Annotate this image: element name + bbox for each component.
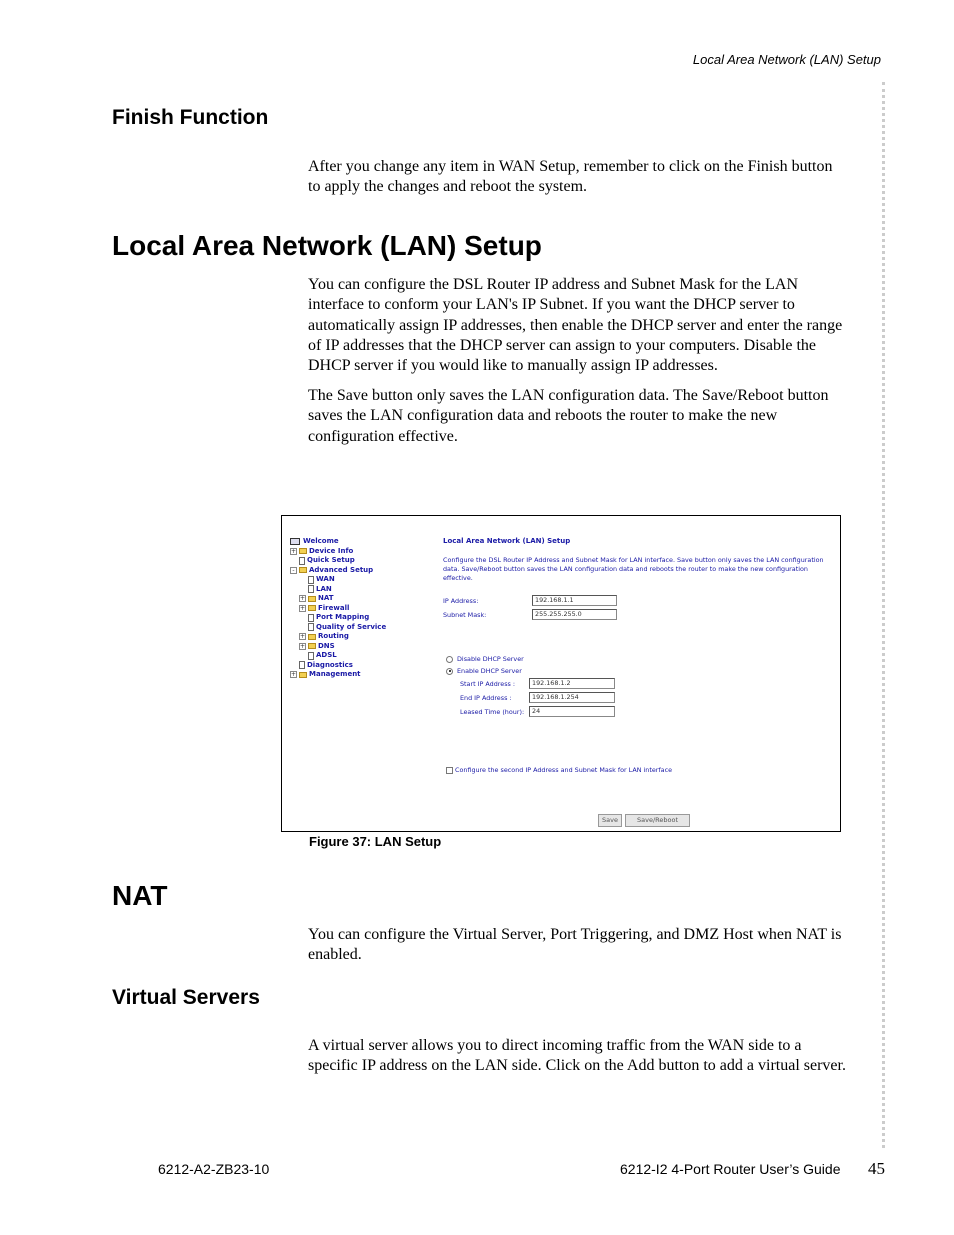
expand-icon[interactable]: + — [300, 604, 306, 612]
second-ip-row[interactable]: Configure the second IP Address and Subnet Mask for LAN interface — [446, 766, 672, 774]
end-ip-label: End IP Address : — [460, 694, 512, 702]
folder-open-icon — [299, 567, 307, 573]
tree-item-device-info[interactable]: + Device Info — [291, 546, 354, 555]
start-ip-label: Start IP Address : — [460, 680, 516, 688]
expand-icon[interactable]: + — [291, 671, 297, 679]
finish-function-body: After you change any item in WAN Setup, remember to click on the Finish button to apply the changes and reboot the system. — [308, 158, 833, 196]
lan-setup-screenshot — [281, 515, 841, 832]
end-ip-input[interactable]: 192.168.1.254 — [529, 692, 615, 703]
subnet-mask-row — [443, 611, 486, 619]
lan-config-panel — [443, 537, 833, 774]
footer-doc-number: 6212-A2-ZB23-10 — [158, 1161, 270, 1177]
start-ip-row — [460, 680, 515, 688]
folder-icon — [308, 596, 316, 602]
tree-item-dns[interactable]: + DNS — [300, 641, 335, 650]
lan-setup-heading: Local Area Network (LAN) Setup — [112, 230, 542, 261]
lan-setup-body-2: The Save button only saves the LAN configuration data. The Save/Reboot button saves the LAN configuration data and reboots the router to make the new configuration effective. — [308, 387, 829, 445]
virtual-servers-heading: Virtual Servers — [112, 986, 260, 1009]
tree-item-advanced-setup[interactable]: - Advanced Setup — [290, 566, 430, 576]
page-number: 45 — [868, 1159, 885, 1178]
folder-icon — [308, 643, 316, 649]
page-icon — [308, 614, 314, 622]
disable-dhcp-radio[interactable] — [446, 656, 453, 663]
lease-time-label: Leased Time (hour): — [460, 708, 525, 716]
page-icon — [308, 585, 314, 593]
tree-item-welcome[interactable]: Welcome — [290, 537, 430, 547]
expand-icon[interactable]: + — [291, 547, 297, 555]
expand-icon[interactable]: + — [300, 642, 306, 650]
tree-item-adsl[interactable]: ADSL — [290, 651, 430, 661]
folder-icon — [299, 672, 307, 678]
nat-heading: NAT — [112, 880, 168, 911]
tree-item-wan[interactable]: WAN — [290, 575, 430, 585]
folder-icon — [308, 605, 316, 611]
tree-item-management[interactable]: + Management — [291, 670, 361, 679]
finish-function-heading: Finish Function — [112, 106, 269, 129]
computer-icon — [290, 538, 300, 545]
figure-caption: Figure 37: LAN Setup — [309, 834, 442, 849]
page-icon — [299, 557, 305, 565]
panel-title: Local Area Network (LAN) Setup — [443, 537, 571, 545]
page-icon — [308, 652, 314, 660]
subnet-mask-label: Subnet Mask: — [443, 611, 487, 619]
ip-address-input[interactable]: 192.168.1.1 — [532, 595, 617, 606]
start-ip-input[interactable]: 192.168.1.2 — [529, 678, 615, 689]
page-icon — [299, 661, 305, 669]
save-reboot-button[interactable]: Save/Reboot — [625, 814, 690, 827]
lan-setup-body-1: You can configure the DSL Router IP address and Subnet Mask for the LAN interface to conform your LAN's IP Subnet. If you want the DHCP server to automatically assign IP addresses, then enable the DHCP server and enter the range of IP addresses that the DHCP server can assign to your computers. Disable the DHCP server if you would like to manually assign IP addresses. — [308, 276, 843, 375]
collapse-icon[interactable]: - — [290, 567, 297, 574]
nav-tree — [290, 537, 430, 680]
margin-rule — [882, 82, 885, 1148]
tree-item-port-mapping[interactable]: Port Mapping — [290, 613, 430, 623]
folder-icon — [308, 634, 316, 640]
subnet-mask-input[interactable]: 255.255.255.0 — [532, 609, 617, 620]
tree-item-diagnostics[interactable]: Diagnostics — [290, 661, 430, 671]
save-button[interactable]: Save — [598, 814, 622, 827]
lease-time-input[interactable]: 24 — [529, 706, 615, 717]
running-header: Local Area Network (LAN) Setup — [692, 52, 881, 67]
folder-icon — [299, 548, 307, 554]
virtual-servers-body: A virtual server allows you to direct incoming traffic from the WAN side to a specific IP address on the LAN side. Click on the Add button to add a virtual server. — [308, 1037, 846, 1075]
tree-item-quick-setup[interactable]: Quick Setup — [290, 556, 430, 566]
tree-item-routing[interactable]: + Routing — [300, 632, 349, 641]
tree-item-firewall[interactable]: + Firewall — [300, 603, 350, 612]
ip-address-row — [443, 597, 478, 605]
expand-icon[interactable]: + — [300, 595, 306, 603]
footer-guide-title: 6212-I2 4-Port Router User’s Guide — [620, 1161, 841, 1177]
enable-dhcp-row[interactable]: Enable DHCP Server — [446, 667, 522, 675]
ip-address-label: IP Address: — [443, 597, 479, 605]
disable-dhcp-row[interactable]: Disable DHCP Server — [446, 655, 524, 663]
page-icon — [308, 576, 314, 584]
page-icon — [308, 623, 314, 631]
panel-description: Configure the DSL Router IP Address and Subnet Mask for LAN interface. Save button only saves the LAN configuration data. Save/Reboot button saves the LAN configuration data and reboots the router to make the new configuration effective. — [443, 556, 824, 582]
end-ip-row — [460, 694, 512, 702]
lease-time-row — [460, 708, 524, 716]
tree-item-qos[interactable]: Quality of Service — [290, 623, 430, 633]
enable-dhcp-radio[interactable] — [446, 668, 453, 675]
tree-item-nat[interactable]: + NAT — [300, 594, 334, 603]
nat-body: You can configure the Virtual Server, Port Triggering, and DMZ Host when NAT is enabled. — [308, 926, 842, 964]
second-ip-checkbox[interactable] — [446, 767, 453, 774]
tree-item-lan[interactable]: LAN — [290, 585, 430, 595]
expand-icon[interactable]: + — [300, 633, 306, 641]
